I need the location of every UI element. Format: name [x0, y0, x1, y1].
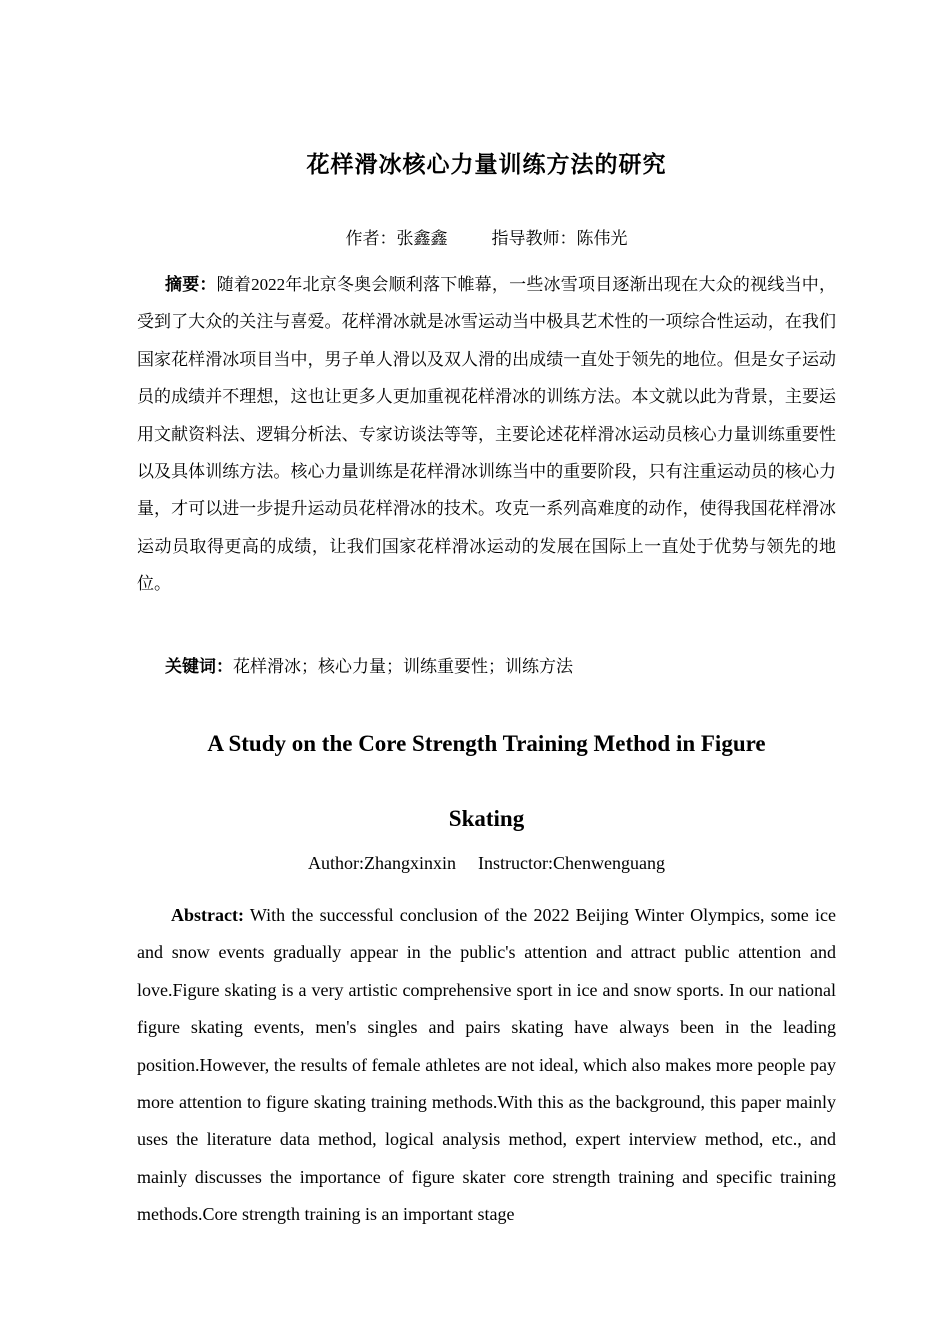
english-title: A Study on the Core Strength Training Method in Figure Skating [207, 731, 766, 831]
english-abstract [137, 897, 836, 1234]
chinese-keywords-text: 花样滑冰；核心力量；训练重要性；训练方法 [233, 657, 573, 676]
chinese-title: 花样滑冰核心力量训练方法的研究 [306, 152, 667, 177]
chinese-author: 作者：张鑫鑫 [345, 229, 448, 248]
english-author: Author:Zhangxinxin [308, 853, 457, 873]
english-abstract-label: Abstract: [171, 905, 244, 925]
chinese-keywords [137, 651, 836, 683]
english-author-line [137, 853, 836, 874]
chinese-keywords-label: 关键词： [165, 657, 233, 676]
english-abstract-text: With the successful conclusion of the 2022 Beijing Winter Olympics, some ice and snow events gradually appear in the public's attention and attract public attention and love.Figure skating is a very artistic comprehensive sport in ice and snow sports. In our national figure skating events, men's singles and pairs skating have always been in the leading position.However, the results of female athletes are not ideal, which also makes more people pay more attention to figure skating training methods.With this as the background, this paper mainly uses the literature data method, logical analysis method, expert interview method, etc., and mainly discusses the importance of figure skater core strength training and specific training methods.Core strength training is an important stage [137, 905, 836, 1225]
chinese-instructor: 指导教师：陈伟光 [491, 229, 628, 248]
chinese-abstract [137, 266, 836, 603]
chinese-abstract-label: 摘要： [165, 275, 217, 294]
chinese-abstract-text: 随着2022年北京冬奥会顺利落下帷幕，一些冰雪项目逐渐出现在大众的视线当中，受到了大众的关注与喜爱。花样滑冰就是冰雪运动当中极具艺术性的一项综合性运动，在我们国家花样滑冰项目当中，男子单人滑以及双人滑的出成绩一直处于领先的地位。但是女子运动员的成绩并不理想，这也让更多人更加重视花样滑冰的训练方法。本文就以此为背景，主要运用文献资料法、逻辑分析法、专家访谈法等等，主要论述花样滑冰运动员核心力量训练重要性以及具体训练方法。核心力量训练是花样滑冰训练当中的重要阶段，只有注重运动员的核心力量，才可以进一步提升运动员花样滑冰的技术。攻克一系列高难度的动作，使得我国花样滑冰运动员取得更高的成绩，让我们国家花样滑冰运动的发展在国际上一直处于优势与领先的地位。 [137, 275, 837, 594]
english-instructor: Instructor:Chenwenguang [478, 853, 665, 873]
chinese-author-line [137, 224, 836, 249]
